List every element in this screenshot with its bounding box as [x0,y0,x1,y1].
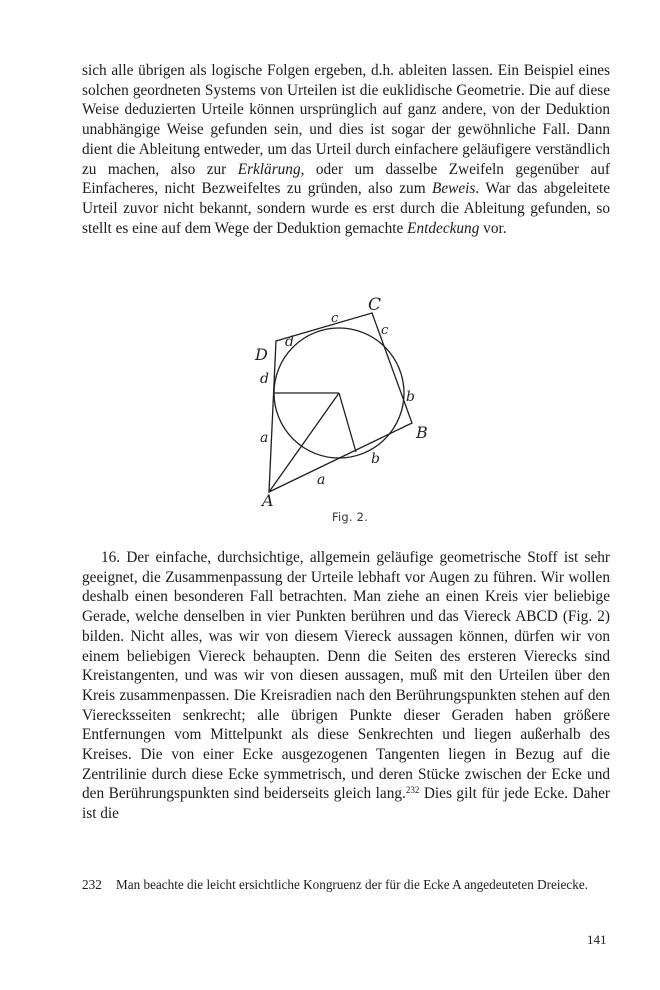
vertex-label-d: D [255,345,268,364]
term-beweis: Beweis [432,180,476,198]
segment-label-c-top: c [331,311,339,326]
paragraph-2 [82,548,610,824]
segment-label-a-bottom: a [317,472,326,488]
tangential-quadrilateral-diagram [250,290,440,525]
figure-2 [250,290,440,525]
page-number: 141 [587,932,607,947]
footnote-reference[interactable]: 232 [405,785,420,796]
figure-caption: Fig. 2. [332,510,368,524]
segment-label-b-right: b [406,389,415,405]
segment-label-c-right: c [381,323,389,338]
vertex-label-a: A [262,491,274,510]
segment-label-b-bottom: b [371,451,380,467]
segment-label-a-left: a [260,430,269,446]
segment-label-d-upper: d [285,334,294,350]
paragraph-1-part-2: , oder um dasselbe Zweifeln gegenüber auf Einfacheres, nicht Bezweifeltes zu gründen, also zum [82,160,610,198]
paragraph-1-part-4: vor. [479,219,507,237]
paragraph-1 [82,61,610,238]
paragraph-2-tail: Dies gilt für jede Ecke. Daher ist die [82,785,610,823]
vertex-label-c: C [368,295,382,315]
term-erklaerung: Erklärung [237,160,301,178]
term-entdeckung: Entdeckung [407,219,480,237]
footnote-text: Man beachte die leicht ersichtliche Kongruenz der für die Ecke A angedeuteten Dreiecke. [116,877,588,892]
paragraph-1-part-3: . War das abgeleitete Urteil zuvor nicht bekannt, sondern wurde es erst durch die Ableitung gefunden, so stellt es eine auf dem Wege der Deduktion gemachte [82,180,610,237]
paragraph-2-text: 16. Der einfache, durchsichtige, allgemein geläufige geometrische Stoff ist sehr geeignet, die Zusammenpassung der Urteile lebhaft vor Augen zu führen. Wir wollen deshalb einen besonderen Fall betrachten. Man ziehe an einen Kreis vier beliebige Gerade, welche denselben in vier Punkten berühren und das Viereck ABCD (Fig. 2) bilden. Nicht alles, was wir von diesem Viereck aussagen können, dürfen wir von einem beliebigen Viereck behaupten. Denn die Seiten des ersteren Vierecks sind Kreistangenten, und was wir von diesen aussagen, muß mit den Urteilen über den Kreis zusammenpassen. Die Kreisradien nach den Berührungspunkten stehen auf den Vierecksseiten senkrecht; alle übrigen Punkte dieser Geraden haben größere Entfernungen vom Mittelpunkt als diese Senkrechten und liegen außerhalb des Kreises. Die von einer Ecke ausgezogenen Tangenten liegen in Bezug auf die Zentrilinie durch diese Ecke symmetrisch, und deren Stücke zwischen der Ecke und den Berührungspunkten sind beiderseits gleich lang. [82,549,610,803]
vertex-label-b: B [416,423,428,442]
paragraph-1-part-1: sich alle übrigen als logische Folgen ergeben, d.h. ableiten lassen. Ein Beispiel eines solchen geordneten Systems von Urteilen ist die euklidische Geometrie. Die auf diese Weise deduzierten Urteile können ursprünglich auf ganz andere, von der Deduktion unabhängige Weise gefunden sein, und dies ist sogar der gewöhnliche Fall. Dann dient die Ableitung entweder, um das Urteil durch einfachere geläufigere verständlich zu machen, also zur [82,62,610,178]
footnote-number: 232 [82,877,102,892]
segment-label-d-left: d [260,371,269,387]
centerline-from-a [269,393,339,492]
radius-to-side-ab [339,393,356,452]
